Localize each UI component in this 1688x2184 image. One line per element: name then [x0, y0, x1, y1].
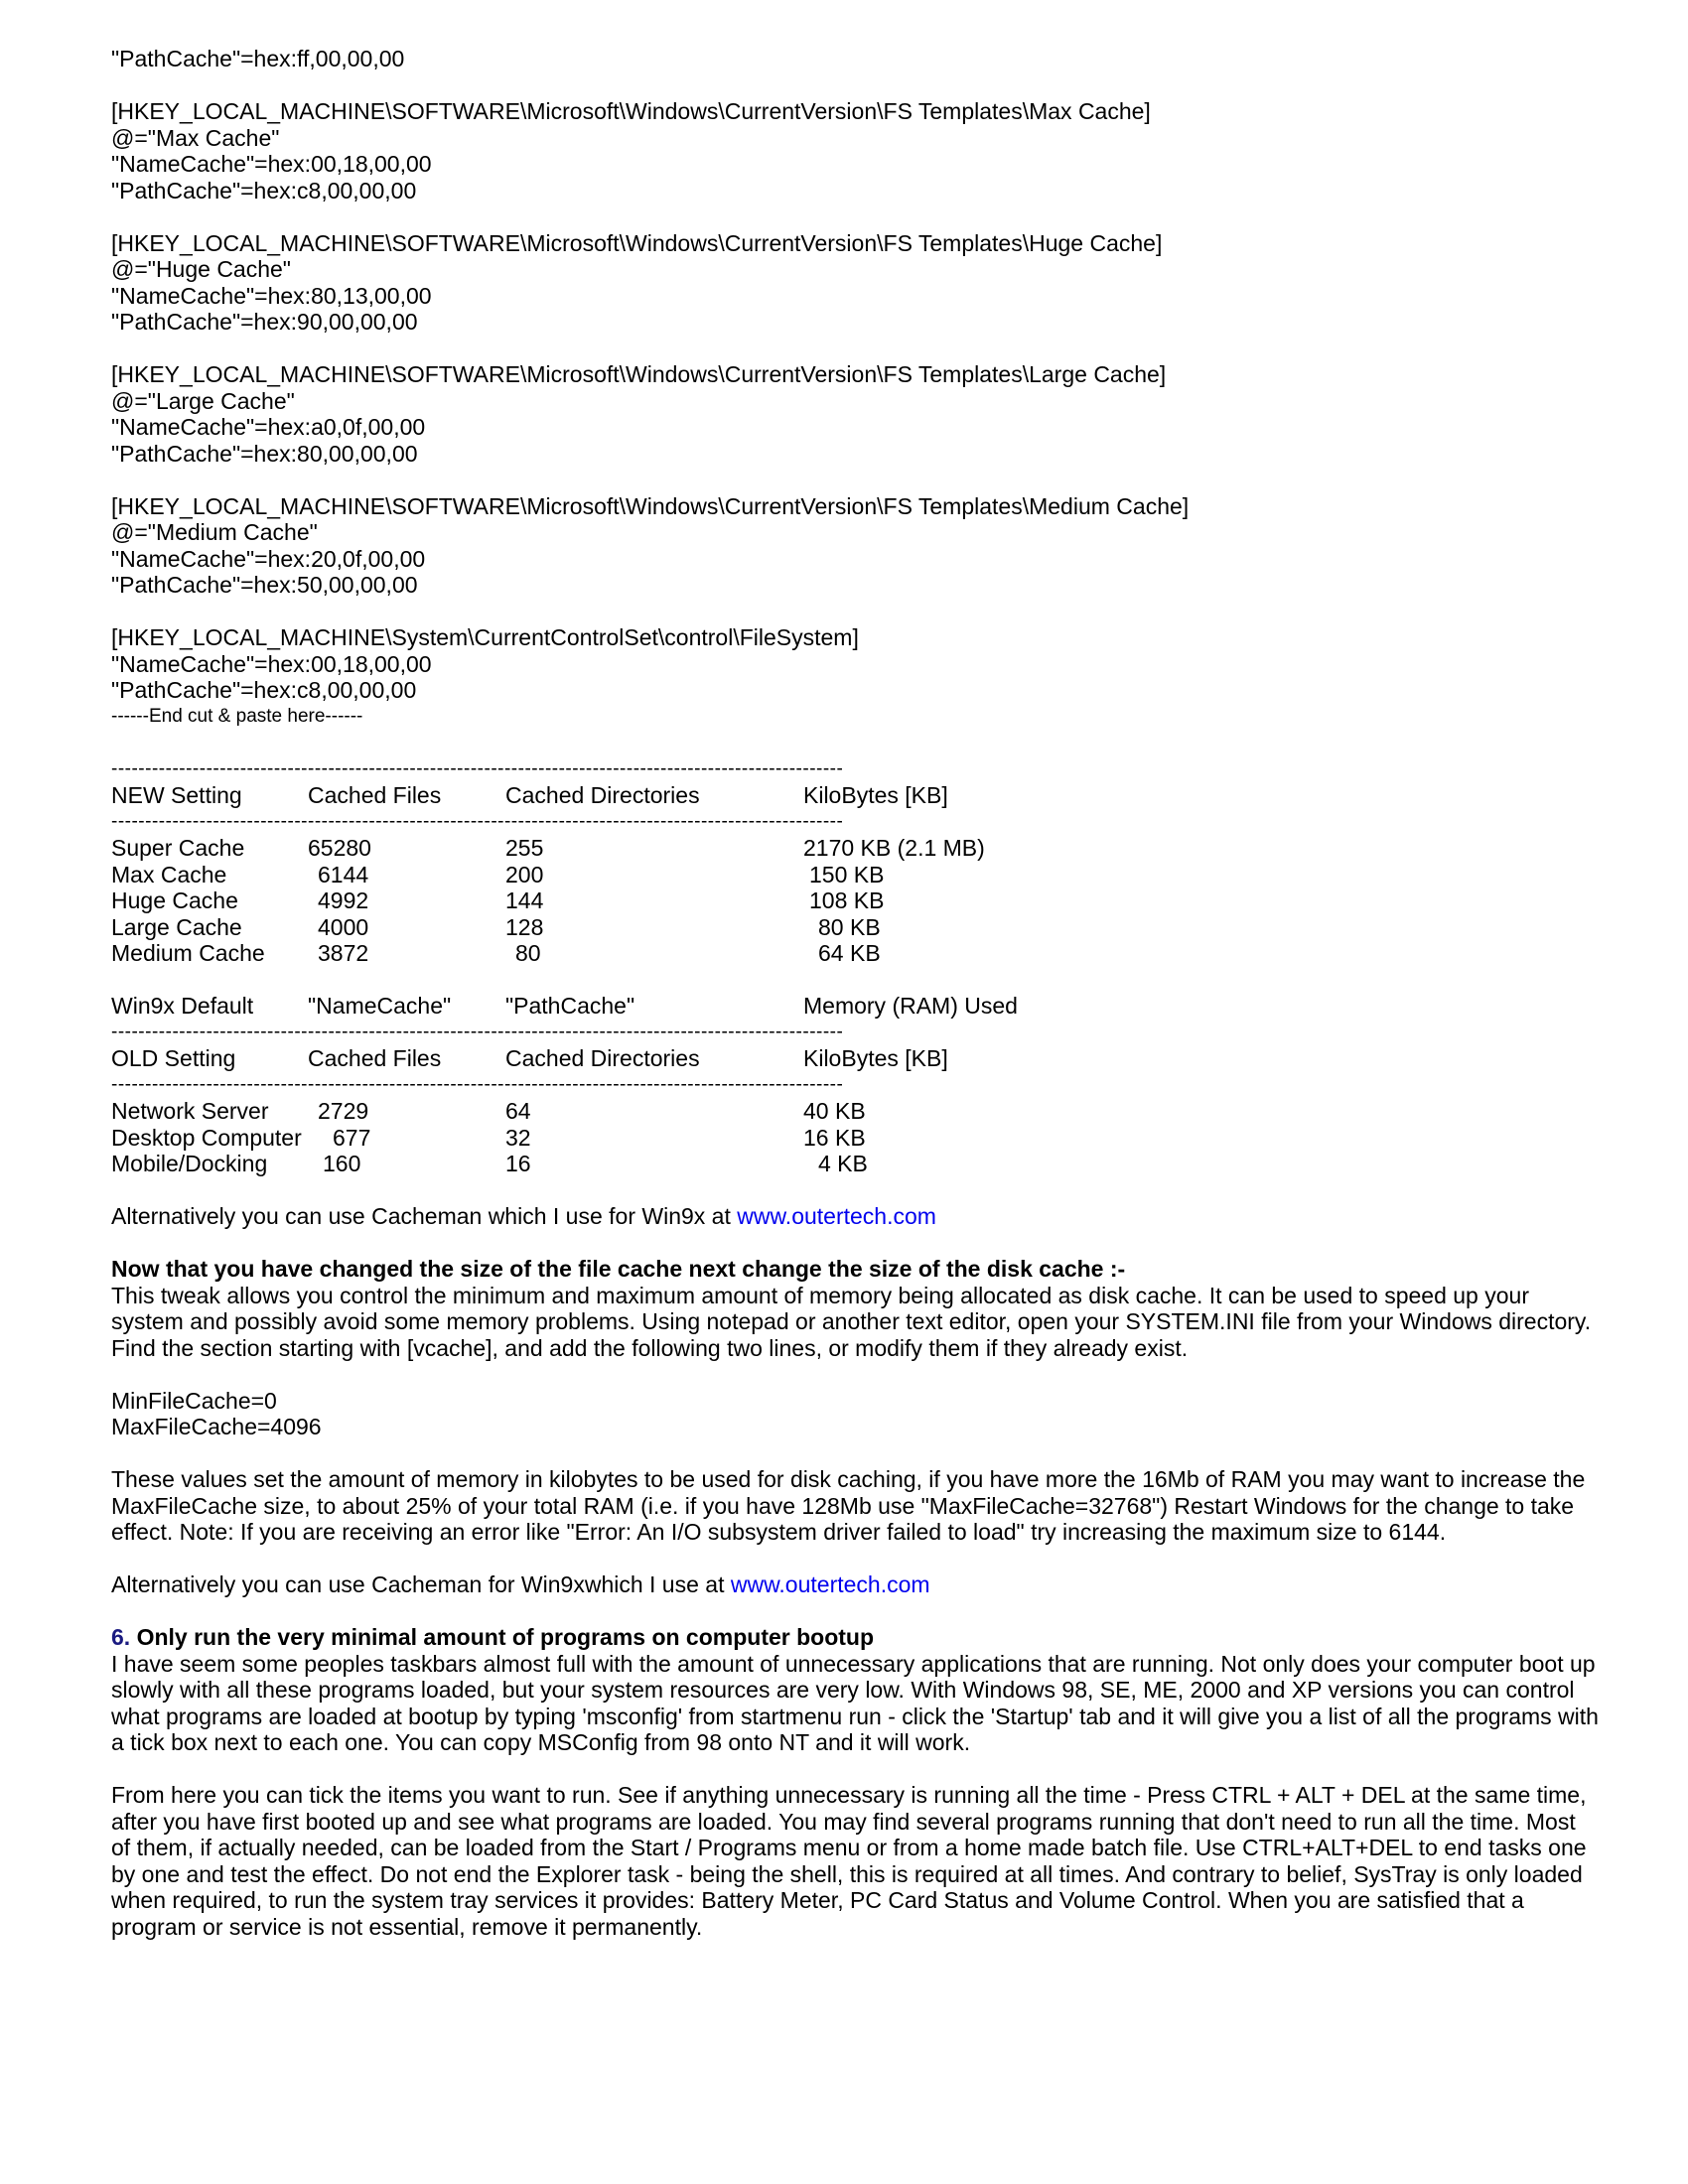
registry-key: [HKEY_LOCAL_MACHINE\SOFTWARE\Microsoft\Windows\CurrentVersion\FS Templates\Large Cache] [111, 361, 1167, 387]
table-cell: Huge Cache [111, 887, 238, 913]
registry-key: [HKEY_LOCAL_MACHINE\SOFTWARE\Microsoft\Windows\CurrentVersion\FS Templates\Max Cache] [111, 98, 1151, 124]
registry-block-medium [111, 493, 1601, 599]
table-cell: 80 KB [818, 913, 881, 940]
table-row [111, 1125, 1601, 1152]
alternative-note [111, 1203, 1601, 1230]
registry-block-huge [111, 230, 1601, 336]
header-cell: Cached Directories [505, 782, 700, 808]
table-cell: 16 KB [803, 1124, 866, 1151]
table-cell: 40 KB [803, 1098, 866, 1124]
alternative-text: Alternatively you can use Cacheman for Win9xwhich I use at [111, 1571, 731, 1597]
table-cell: 200 [505, 861, 544, 887]
table-cell: 108 KB [809, 887, 885, 913]
table-cell: Desktop Computer [111, 1124, 302, 1151]
registry-pathcache: "PathCache"=hex:50,00,00,00 [111, 572, 418, 598]
table-cell: "PathCache" [505, 993, 635, 1019]
table-cell: Memory (RAM) Used [803, 993, 1018, 1019]
registry-pathcache: "PathCache"=hex:c8,00,00,00 [111, 677, 417, 703]
alternative-note-2 [111, 1571, 1601, 1598]
table-row [111, 835, 1601, 862]
table-cell: 2729 [318, 1098, 369, 1124]
header-cell: KiloBytes [KB] [803, 1045, 948, 1071]
table-cell: 2170 KB (2.1 MB) [803, 835, 985, 861]
table-cell: Network Server [111, 1098, 269, 1124]
registry-namecache: "NameCache"=hex:00,18,00,00 [111, 151, 432, 177]
table-row [111, 862, 1601, 888]
registry-key: [HKEY_LOCAL_MACHINE\SOFTWARE\Microsoft\Windows\CurrentVersion\FS Templates\Medium Cache] [111, 492, 1190, 519]
table-cell: 6144 [318, 861, 369, 887]
disk-cache-paragraph: This tweak allows you control the minimum and maximum amount of memory being allocated as disk cache. It can be used to speed up your system and possibly avoid some memory problems. Using notepad or another text editor, open your SYSTEM.INI file from your Windows directory. Find the section starting with [vcache], and add the following two lines, or modify them if they already exist. [111, 1282, 1592, 1361]
registry-namecache: "NameCache"=hex:00,18,00,00 [111, 650, 432, 677]
header-cell: Cached Files [308, 782, 442, 808]
header-cell: Cached Directories [505, 1045, 700, 1071]
disk-cache-heading: Now that you have changed the size of the file cache next change the size of the disk cache :- [111, 1256, 1126, 1282]
registry-default: @="Max Cache" [111, 124, 280, 151]
registry-key: [HKEY_LOCAL_MACHINE\System\CurrentControlSet\control\FileSystem] [111, 624, 859, 650]
table-cell: 64 [505, 1098, 531, 1124]
registry-default: @="Huge Cache" [111, 256, 291, 282]
table-row [111, 887, 1601, 914]
table-row [111, 914, 1601, 941]
table-cell: 3872 [318, 940, 369, 966]
default-row [111, 993, 1601, 1020]
table-cell: 128 [505, 913, 544, 940]
end-marker: ------End cut & paste here------ [111, 705, 363, 727]
table-cell: 160 [323, 1151, 361, 1176]
table-row [111, 940, 1601, 967]
table-header [111, 1045, 1601, 1072]
section-6-paragraph-2: From here you can tick the items you want to run. See if anything unnecessary is running all the time - Press CTRL + ALT + DEL at the same time, after you have first booted up and see what programs are loaded. You may find several programs running that don't need to run all the time. Most of them, if actually needed, can be loaded from the Start / Programs menu or from a home made batch file. Use CTRL+ALT+DEL to end tasks one by one and test the effect. Do not end the Explorer task - being the shell, this is required at all times. And contrary to belief, SysTray is only loaded when required, to run the system tray services it provides: Battery Meter, PC Card Status and Volume Control. When you are satisfied that a program or service is not essential, remove it permanently. [111, 1782, 1587, 1940]
section-6-heading [111, 1624, 1601, 1651]
registry-block-large [111, 361, 1601, 467]
registry-namecache: "NameCache"=hex:20,0f,00,00 [111, 545, 426, 572]
table-cell: 64 KB [818, 940, 881, 966]
table-cell: 677 [333, 1124, 371, 1151]
registry-block-max [111, 98, 1601, 204]
header-cell: OLD Setting [111, 1045, 236, 1071]
registry-key: [HKEY_LOCAL_MACHINE\SOFTWARE\Microsoft\Windows\CurrentVersion\FS Templates\Huge Cache] [111, 229, 1163, 256]
table-rule: ------------------------------------------------------------------------------------------------------------ [111, 810, 844, 832]
table-rule: ------------------------------------------------------------------------------------------------------------ [111, 1073, 844, 1095]
registry-line: "PathCache"=hex:ff,00,00,00 [111, 46, 405, 71]
header-cell: KiloBytes [KB] [803, 782, 948, 808]
table-cell: "NameCache" [308, 993, 452, 1019]
alternative-text: Alternatively you can use Cacheman which I use for Win9x at [111, 1203, 738, 1229]
table-cell: 255 [505, 835, 544, 861]
table-cell: 144 [505, 887, 544, 913]
registry-block-filesystem [111, 624, 1601, 730]
table-cell: 150 KB [809, 861, 885, 887]
section-6-paragraph-1: I have seem some peoples taskbars almost full with the amount of unnecessary applications that are running. Not only does your computer boot up slowly with all these programs loaded, but your system resources are very low. With Windows 98, SE, ME, 2000 and XP versions you can control what programs are loaded at bootup by typing 'msconfig' from startmenu run - click the 'Startup' tab and it will give you a list of all the programs with a tick box next to each one. You can copy MSConfig from 98 onto NT and it will work. [111, 1650, 1599, 1755]
table-cell: 4000 [318, 913, 369, 940]
table-cell: Win9x Default [111, 993, 254, 1019]
min-file-cache: MinFileCache=0 [111, 1387, 277, 1414]
registry-default: @="Large Cache" [111, 387, 295, 414]
table-rule: ------------------------------------------------------------------------------------------------------------ [111, 757, 844, 779]
table-cell: 4 KB [818, 1151, 868, 1176]
registry-pathcache: "PathCache"=hex:90,00,00,00 [111, 309, 418, 335]
table-cell: Medium Cache [111, 940, 265, 966]
table-header [111, 782, 1601, 809]
registry-default: @="Medium Cache" [111, 519, 318, 545]
header-cell: NEW Setting [111, 782, 242, 808]
table-cell: 4992 [318, 887, 369, 913]
table-cell: Max Cache [111, 861, 227, 887]
header-cell: Cached Files [308, 1045, 442, 1071]
table-cell: 80 [515, 940, 541, 966]
table-row [111, 1098, 1601, 1125]
registry-namecache: "NameCache"=hex:a0,0f,00,00 [111, 414, 426, 440]
section-number: 6. [111, 1624, 131, 1650]
table-cell: 65280 [308, 835, 371, 861]
table-rule: ------------------------------------------------------------------------------------------------------------ [111, 1021, 844, 1042]
document-page [111, 46, 1601, 1940]
max-file-cache: MaxFileCache=4096 [111, 1414, 322, 1439]
table-cell: 16 [505, 1151, 531, 1176]
table-row [111, 1151, 1601, 1177]
disk-cache-paragraph-2: These values set the amount of memory in kilobytes to be used for disk caching, if you have more the 16Mb of RAM you may want to increase the MaxFileCache size, to about 25% of your total RAM (i.e. if you have 128Mb use "MaxFileCache=32768") Restart Windows for the change to take effect. Note: If you are receiving an error like "Error: An I/O subsystem driver failed to load" try increasing the maximum size to 6144. [111, 1466, 1586, 1545]
table-cell: Super Cache [111, 835, 245, 861]
table-cell: Large Cache [111, 913, 242, 940]
registry-pathcache: "PathCache"=hex:80,00,00,00 [111, 440, 418, 467]
table-cell: 32 [505, 1124, 531, 1151]
registry-pathcache: "PathCache"=hex:c8,00,00,00 [111, 177, 417, 204]
outertech-link[interactable]: www.outertech.com [730, 1571, 930, 1597]
table-cell: Mobile/Docking [111, 1151, 268, 1176]
outertech-link[interactable]: www.outertech.com [737, 1203, 936, 1229]
section-title: Only run the very minimal amount of programs on computer bootup [136, 1624, 875, 1650]
registry-namecache: "NameCache"=hex:80,13,00,00 [111, 282, 432, 309]
